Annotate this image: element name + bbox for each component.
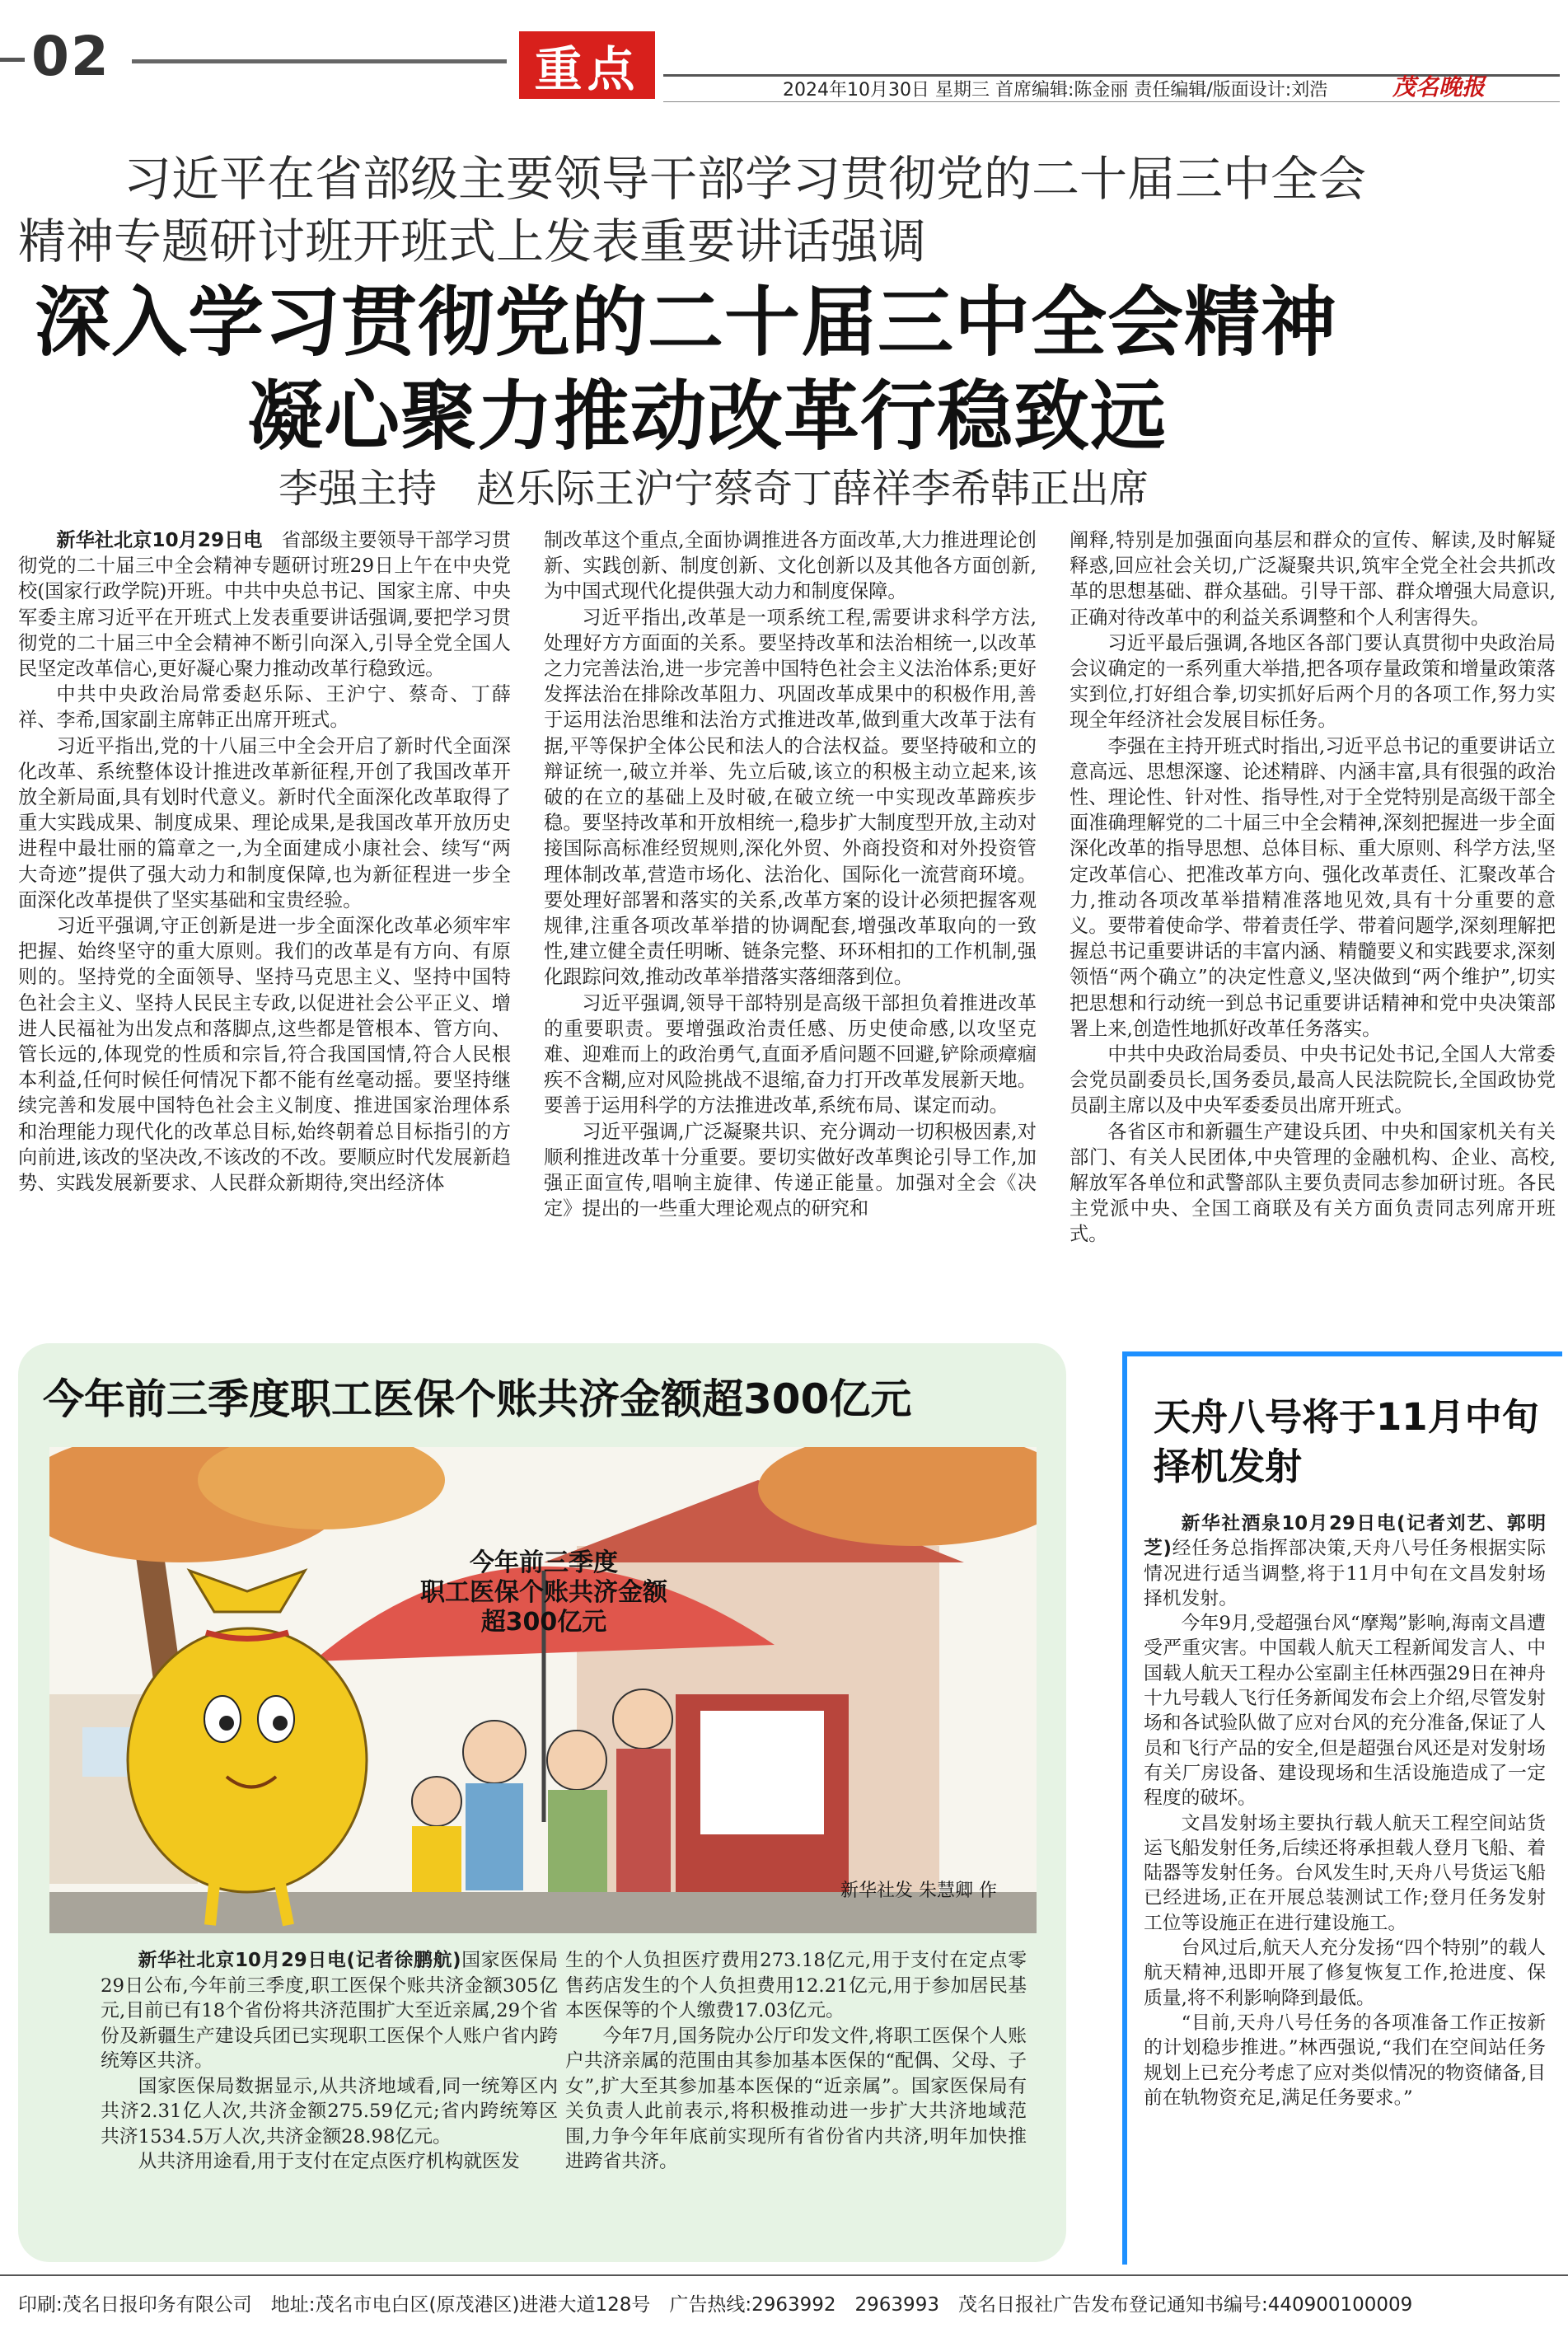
paragraph: 生的个人负担医疗费用273.18亿元,用于支付在定点零售药店发生的个人负担费用12.21亿元,用于参加居民基本医保等的个人缴费17.03亿元。 (565, 1950, 1027, 2021)
headline-kicker-line2: 精神专题研讨班开班式上发表重要讲话强调 (18, 213, 927, 269)
lead-story-column-1 (18, 527, 511, 1327)
dateline-lead: 新华社北京10月29日电(记者徐鹏航) (138, 1950, 461, 1971)
masthead-rule (132, 59, 507, 63)
paragraph: 省部级主要领导干部学习贯彻党的二十届三中全会精神专题研讨班29日上午在中央党校(国家行政学院)开班。中共中央总书记、国家主席、中央军委主席习近平在开班式上发表重要讲话强调,要把学习贯彻党的二十届三中全会精神不断引向深入,引导全党全国人民坚定改革信心,更好凝心聚力推动改革行稳致远。 (18, 529, 511, 681)
footer-imprint: 印刷:茂名日报印务有限公司 地址:茂名市电白区(原茂港区)进港大道128号 广告热线:2963992 2963993 茂名日报社广告发布登记通知书编号:440900100009 (18, 2294, 1413, 2316)
paragraph: 习近平强调,广泛凝聚共识、充分调动一切积极因素,对顺利推进改革十分重要。要切实做好改革舆论引导工作,加强正面宣传,唱响主旋律、传递正能量。加强对全会《决定》提出的一些重大理论观点的研究和 (544, 1120, 1037, 1220)
medical-story-column-1 (101, 1948, 558, 2245)
medical-story-title: 今年前三季度职工医保个账共济金额超300亿元 (43, 1375, 912, 1423)
paragraph: 今年7月,国务院办公厅印发文件,将职工医保个人账户共济亲属的范围由其参加基本医保的“配偶、父母、子女”,扩大至其参加基本医保的“近亲属”。国家医保局有关负责人此前表示,将积极推动进一步扩大共济地域范围,力争今年年底前实现所有省份省内共济,明年加快推进跨省共济。 (565, 2025, 1027, 2172)
paragraph: 国家医保局数据显示,从共济地域看,同一统筹区内共济2.31亿人次,共济金额275.59亿元;省内跨统筹区共济1534.5万人次,共济金额28.98亿元。 (101, 2075, 558, 2148)
paragraph: 文昌发射场主要执行载人航天工程空间站货运飞船发射任务,后续还将承担载人登月飞船、着陆器等发射任务。台风发生时,天舟八号货运飞船已经进场,正在开展总装测试工作;登月任务发射工位等设施正在进行建设施工。 (1144, 1812, 1546, 1934)
main-headline-line1: 深入学习贯彻党的二十届三中全会精神 (35, 279, 1338, 367)
paragraph: 从共济用途看,用于支付在定点医疗机构就医发 (138, 2151, 520, 2172)
paragraph: 习近平最后强调,各地区各部门要认真贯彻中央政治局会议确定的一系列重大举措,把各项存量政策和增量政策落实到位,打好组合拳,切实抓好后两个月的各项工作,努力实现全年经济社会发展目标任务。 (1070, 631, 1556, 732)
cartoon-credit: 新华社发 朱慧卿 作 (840, 1881, 997, 1901)
paragraph: 台风过后,航天人充分发扬“四个特别”的载人航天精神,迅即开展了修复恢复工作,抢进度、保质量,将不利影响降到最低。 (1144, 1937, 1546, 2009)
lead-story-column-3 (1070, 527, 1556, 1327)
umbrella-text-line1: 今年前三季度 (470, 1548, 618, 1577)
dateline: 2024年10月30日 星期三 首席编辑:陈金丽 责任编辑/版面设计:刘浩 (783, 80, 1328, 101)
paragraph: 经任务总指挥部决策,天舟八号任务根据实际情况进行适当调整,将于11月中旬在文昌发射场择机发射。 (1144, 1538, 1546, 1609)
paragraph: “目前,天舟八号任务的各项准备工作正按新的计划稳步推进。”林西强说,“我们在空间站任务规划上已充分考虑了应对类似情况的物资储备,目前在轨物资充足,满足任务要求。” (1144, 2012, 1546, 2109)
umbrella-text-line2: 职工医保个账共济金额 (420, 1578, 667, 1607)
paragraph: 中共中央政治局委员、中央书记处书记,全国人大常委会党员副委员长,国务委员,最高人民法院院长,全国政协党员副主席以及中央军委委员出席开班式。 (1070, 1043, 1556, 1117)
main-headline-line2: 凝心聚力推动改革行稳致远 (247, 372, 1168, 461)
dateline-lead: 新华社酒泉10月29日电(记者刘艺、郭明芝) (1144, 1513, 1546, 1560)
paragraph: 习近平指出,改革是一项系统工程,需要讲求科学方法,处理好方方面面的关系。要坚持改革和法治相统一,以改革之力完善法治,进一步完善中国特色社会主义法治体系;更好发挥法治在排除改革阻力、巩固改革成果中的积极作用,善于运用法治思维和法治方式推进改革,做到重大改革于法有据,平等保护全体公民和法人的合法权益。要坚持破和立的辩证统一,破立并举、先立后破,该立的积极主动立起来,该破的在立的基础上及时破,在破立统一中实现改革蹄疾步稳。要坚持改革和开放相统一,稳步扩大制度型开放,主动对接国际高标准经贸规则,深化外贸、外商投资和对外投资管理体制改革,营造市场化、法治化、国际化一流营商环境。要处理好部署和落实的关系,改革方案的设计必须把握客观规律,注重各项改革举措的协调配套,增强改革取向的一致性,建立健全责任明晰、链条完整、环环相扣的工作机制,强化跟踪问效,推动改革举措落实落细落到位。 (544, 606, 1037, 989)
medical-story-column-2 (565, 1948, 1027, 2245)
paragraph: 中共中央政治局常委赵乐际、王沪宁、蔡奇、丁薛祥、李希,国家副主席韩正出席开班式。 (18, 683, 511, 732)
cartoon-illustration (49, 1447, 1037, 1933)
paragraph: 制改革这个重点,全面协调推进各方面改革,大力推进理论创新、实践创新、制度创新、文化创新以及其他各方面创新,为中国式现代化提供强大动力和制度保障。 (544, 529, 1037, 603)
footer-rule (0, 2274, 1568, 2276)
paragraph: 各省区市和新疆生产建设兵团、中央和国家机关有关部门、有关人民团体,中央管理的金融机构、企业、高校,解放军各单位和武警部队主要负责同志参加研讨班。各民主党派中央、全国工商联及有关方面负责同志列席开班式。 (1070, 1120, 1556, 1246)
page-number: 02 (31, 25, 110, 88)
paragraph: 习近平指出,党的十八届三中全会开启了新时代全面深化改革、系统整体设计推进改革新征程,开创了我国改革开放全新局面,具有划时代意义。新时代全面深化改革取得了重大实践成果、制度成果、理论成果,是我国改革开放历史进程中最壮丽的篇章之一,为全面建成小康社会、续写“两大奇迹”提供了强大动力和制度保障,也为新征程进一步全面深化改革提供了坚实基础和宝贵经验。 (18, 734, 511, 911)
shenzhou-story-body (1144, 1511, 1546, 2253)
paragraph: 阐释,特别是加强面向基层和群众的宣传、解读,及时解疑释惑,回应社会关切,广泛凝聚共识,筑牢全党全社会共抓改革的思想基础、群众基础。引导干部、群众增强大局意识,正确对待改革中的利益关系调整和个人利害得失。 (1070, 529, 1556, 629)
paragraph: 习近平强调,领导干部特别是高级干部担负着推进改革的重要职责。要增强政治责任感、历史使命感,以攻坚克难、迎难而上的政治勇气,直面矛盾问题不回避,铲除顽瘴痼疾不含糊,应对风险挑战不退缩,奋力打开改革发展新天地。要善于运用科学的方法推进改革,系统布局、谋定而动。 (544, 991, 1037, 1117)
paragraph: 国家医保局29日公布,今年前三季度,职工医保个账共济金额305亿元,目前已有18个省份将共济范围扩大至近亲属,29个省份及新疆生产建设兵团已实现职工医保个人账户省内跨统筹区共济。 (101, 1950, 558, 2072)
umbrella-text-line3: 超300亿元 (480, 1608, 607, 1637)
dateline-lead: 新华社北京10月29日电 (56, 529, 263, 551)
paragraph: 李强在主持开班式时指出,习近平总书记的重要讲话立意高远、思想深邃、论述精辟、内涵丰富,具有很强的政治性、理论性、针对性、指导性,对于全党特别是高级干部全面准确理解党的二十届三中全会精神,深刻把握进一步全面深化改革的指导思想、总体目标、重大原则、科学方法,坚定改革信心、把准改革方向、强化改革责任、汇聚改革合力,推动各项改革举措精准落地见效,具有十分重要的意义。要带着使命学、带着责任学、带着问题学,深刻理解把握总书记重要讲话的丰富内涵、精髓要义和实践要求,深刻领悟“两个确立”的决定性意义,坚决做到“两个维护”,切实把思想和行动统一到总书记重要讲话精神和党中央决策部署上来,创造性地抓好改革任务落实。 (1070, 734, 1556, 1040)
headline-kicker-line1: 习近平在省部级主要领导干部学习贯彻党的二十届三中全会 (124, 151, 1367, 207)
newspaper-logo: 茂名晚报 (1392, 73, 1486, 101)
paragraph: 习近平强调,守正创新是进一步全面深化改革必须牢牢把握、始终坚守的重大原则。我们的改革是有方向、有原则的。坚持党的全面领导、坚持马克思主义、坚持中国特色社会主义、坚持人民民主专政,以促进社会公平正义、增进人民福祉为出发点和落脚点,这些都是管根本、管方向、管长远的,体现党的性质和宗旨,符合我国国情,符合人民根本利益,任何时候任何情况下都不能有丝毫动摇。要坚持继续完善和发展中国特色社会主义制度、推进国家治理体系和治理能力现代化的改革总目标,始终朝着总目标指引的方向前进,该改的坚决改,不该改的不改。要顺应时代发展新趋势、实践发展新要求、人民群众新期待,突出经济体 (18, 915, 511, 1195)
lead-story-column-2 (544, 527, 1037, 1327)
headline-subtitle: 李强主持 赵乐际王沪宁蔡奇丁薛祥李希韩正出席 (278, 466, 1149, 512)
page-number-dash (0, 58, 25, 62)
shenzhou-story-title: 天舟八号将于11月中旬择机发射 (1154, 1395, 1539, 1488)
paragraph: 今年9月,受超强台风“摩羯”影响,海南文昌遭受严重灾害。中国载人航天工程新闻发言人、中国载人航天工程办公室副主任林西强29日在神舟十九号载人飞行任务新闻发布会上介绍,尽管发射场和各试验队做了应对台风的充分准备,保证了人员和飞行产品的安全,但是超强台风还是对发射场有关厂房设备、建设现场和生活设施造成了一定程度的破坏。 (1144, 1613, 1546, 1810)
section-badge: 重点 (519, 31, 655, 99)
